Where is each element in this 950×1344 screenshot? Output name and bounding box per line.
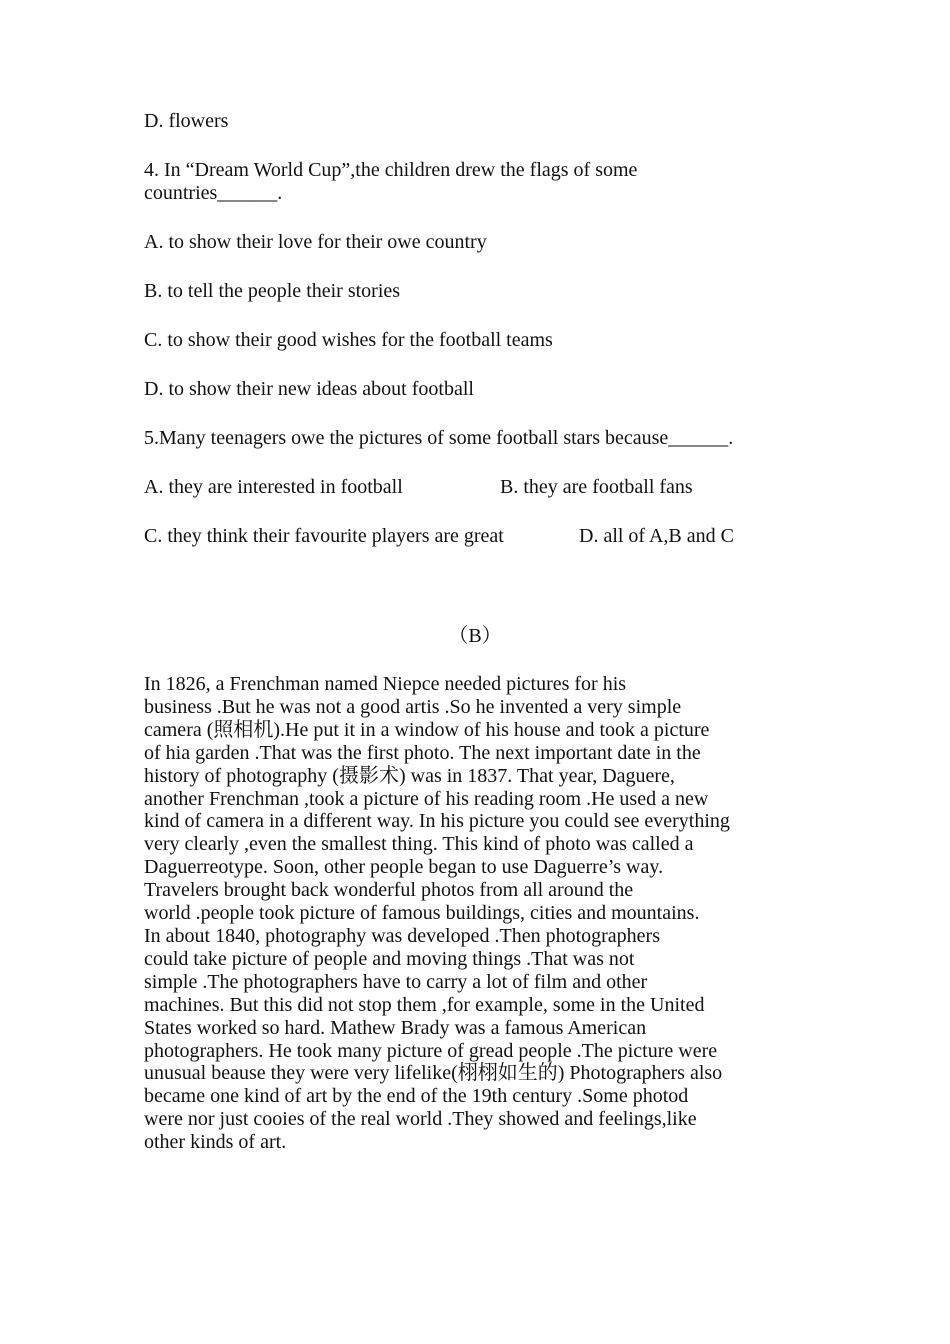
passage-line: history of photography (摄影术) was in 1837. That year, Daguere, [144,764,675,787]
passage-line: In 1826, a Frenchman named Niepce needed pictures for his [144,673,627,695]
passage-line: other kinds of art. [144,1131,287,1154]
q4-option-c: C. to show their good wishes for the football teams [144,329,553,351]
passage-line: kind of camera in a different way. In his picture you could see everything [144,810,730,833]
passage-line: States worked so hard. Mathew Brady was a famous American [144,1016,647,1039]
passage-line: camera (照相机).He put it in a window of his house and took a picture [144,718,710,741]
q4-option-d: D. to show their new ideas about football [144,378,474,400]
passage-line: very clearly ,even the smallest thing. This kind of photo was called a [144,833,694,856]
passage-line: unusual beause they were very lifelike(栩栩如生的) Photographers also [144,1062,723,1085]
q3-option-d: D. flowers [144,110,229,132]
passage-line: became one kind of art by the end of the 19th century .Some photod [144,1085,689,1108]
q4-stem-line2: countries______. [144,182,283,204]
passage-line: Daguerreotype. Soon, other people began to use Daguerre’s way. [144,856,664,879]
passage-line: could take picture of people and moving things .That was not [144,947,635,970]
q5-option-a: A. they are interested in football [144,476,403,498]
passage-line: were nor just cooies of the real world .They showed and feelings,like [144,1108,697,1131]
passage-line: In about 1840, photography was developed .Then photographers [144,924,660,947]
q5-stem: 5.Many teenagers owe the pictures of some football stars because______. [144,427,734,449]
passage-line: another Frenchman ,took a picture of his reading room .He used a new [144,787,709,810]
section-b-heading: （B） [448,625,502,647]
passage-line: photographers. He took many picture of gread people .The picture were [144,1039,718,1062]
section-b-passage [144,673,808,1154]
q5-option-d: D. all of A,B and C [579,525,734,547]
q4-stem-line1: 4. In “Dream World Cup”,the children drew the flags of some [144,159,638,181]
passage-line: world .people took picture of famous buildings, cities and mountains. [144,902,700,925]
passage-line: of hia garden .That was the first photo. The next important date in the [144,741,701,764]
passage-line: simple .The photographers have to carry a lot of film and other [144,970,648,993]
q4-option-b: B. to tell the people their stories [144,280,401,302]
q5-option-c: C. they think their favourite players are great [144,525,504,547]
passage-line: machines. But this did not stop them ,for example, some in the United [144,993,705,1016]
q4-option-a: A. to show their love for their owe country [144,231,487,253]
passage-line: business .But he was not a good artis .So he invented a very simple [144,695,682,718]
q5-option-b: B. they are football fans [500,476,693,498]
passage-line: Travelers brought back wonderful photos from all around the [144,879,634,902]
